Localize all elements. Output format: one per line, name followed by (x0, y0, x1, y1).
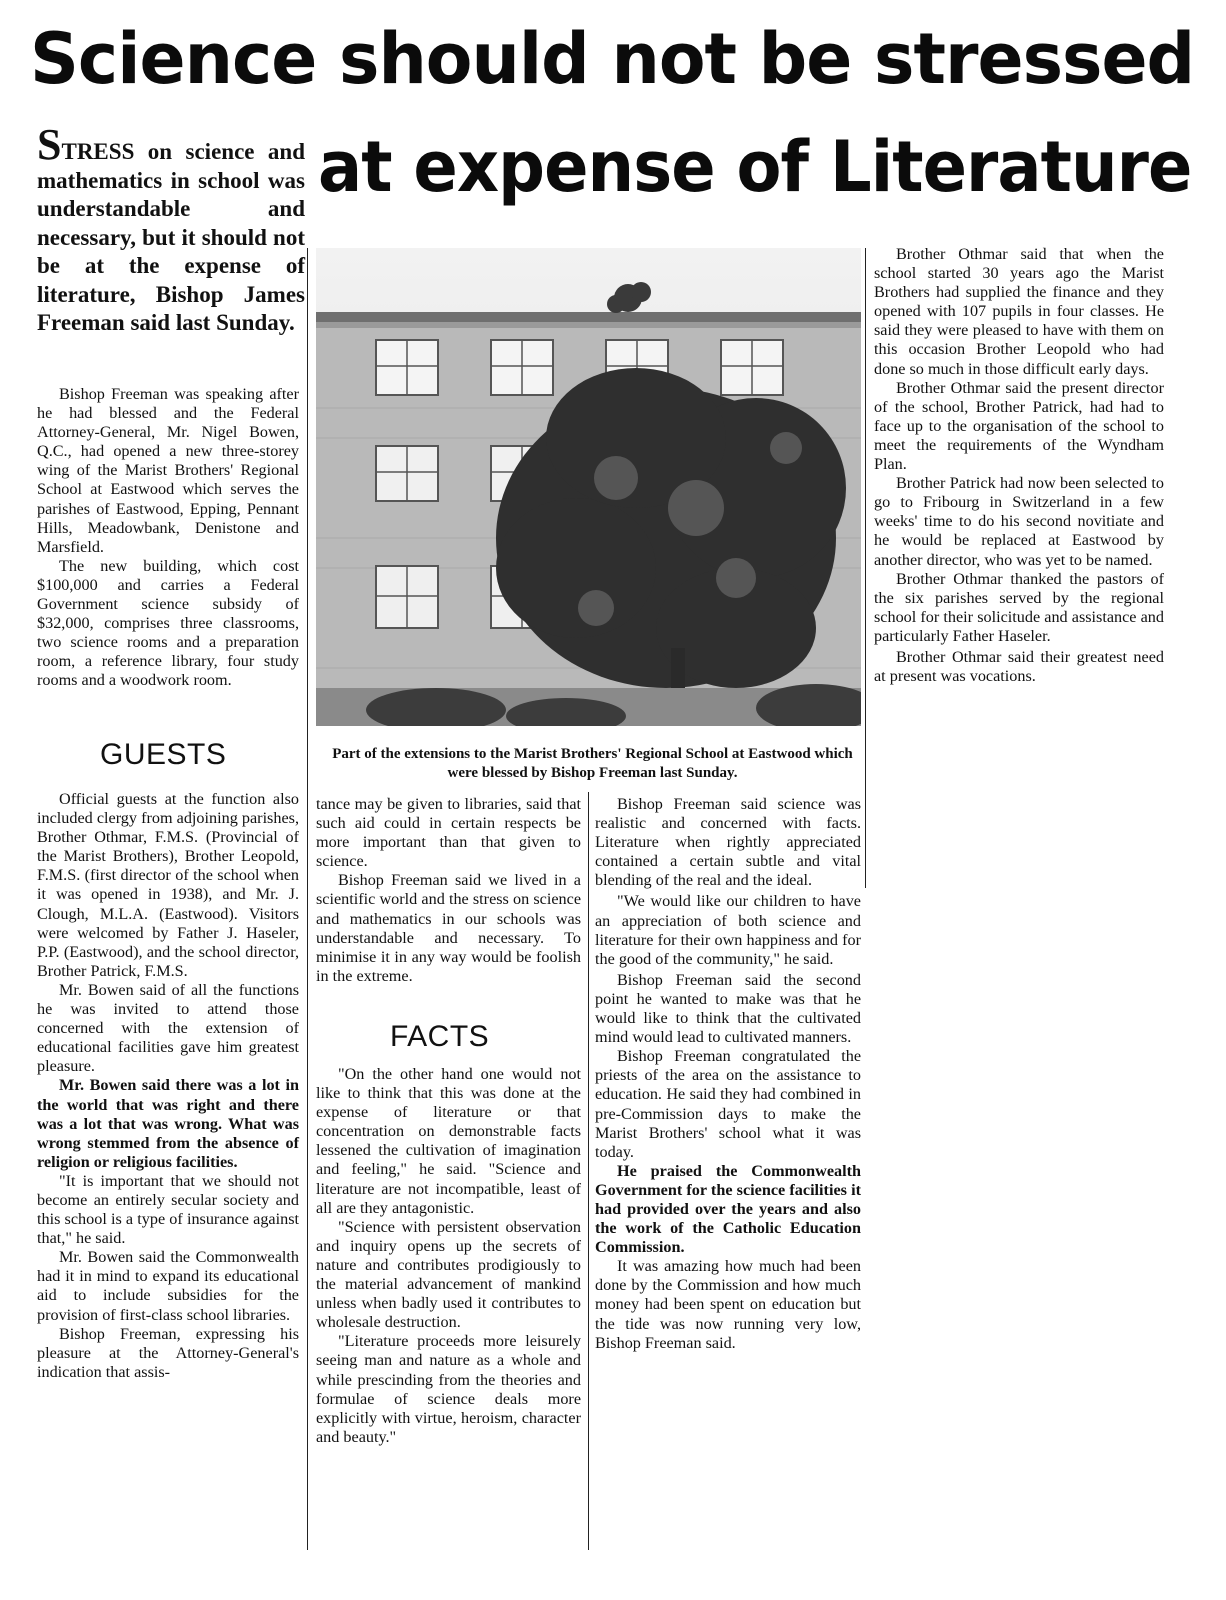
article-paragraph: The new building, which cost $100,000 and carries a Federal Government science subsidy of $32,000, comprises three classrooms, two science rooms and a preparation room, a reference library, four study rooms and a woodwork room. (37, 556, 299, 690)
column-1-bottom (37, 790, 299, 1382)
article-paragraph: Brother Othmar said the present director of the school, Brother Patrick, had had to face up to the organisation of the school to meet the requirements of the Wyndham Plan. (874, 378, 1164, 474)
article-paragraph: "We would like our children to have an appreciation of both science and literature for their own happiness and for the good of the community," he said. (595, 892, 861, 968)
column-rule (588, 792, 589, 1550)
headline-line-1: Science should not be stressed (30, 18, 1195, 100)
article-paragraph: Bishop Freeman, expressing his pleasure at the Attorney-General's indication that assis- (37, 1324, 299, 1381)
column-3 (595, 795, 861, 1353)
article-paragraph-bold: He praised the Commonwealth Government for the science facilities it had provided over the years and also the work of the Catholic Education Commission. (595, 1161, 861, 1257)
article-paragraph: Official guests at the function also included clergy from adjoining parishes, Brother Othmar, F.M.S. (Provincial of the Marist Brothers), Brother Leopold, F.M.S. (first director of the school when it was opened in 1938), and Mr. J. Clough, M.L.A. (Eastwood). Visitors were welcomed by Father J. Haseler, P.P. (Eastwood), and the school director, Brother Patrick, F.M.S. (37, 790, 299, 980)
article-paragraph: "On the other hand one would not like to think that this was done at the expense of literature or that concentration on demonstrable facts lessened the cultivation of imagination and feeling," he said. "Science and literature are not incompatible, least of all are they antagonistic. (316, 1065, 581, 1217)
article-paragraph: Bishop Freeman said science was realistic and concerned with facts. Literature when rightly appreciated contained a certain subtle and vital blending of the real and the ideal. (595, 795, 861, 890)
drop-cap: S (37, 120, 62, 169)
column-rule (307, 248, 308, 1550)
column-4 (874, 245, 1164, 686)
article-paragraph: It was amazing how much had been done by the Commission and how much money had been spent on education but the tide was now running very low, Bishop Freeman said. (595, 1257, 861, 1352)
article-paragraph: Brother Othmar said their greatest need at present was vocations. (874, 647, 1164, 686)
article-paragraph: Bishop Freeman said the second point he wanted to make was that he would like to think that the cultivated mind would lead to cultivated manners. (595, 970, 861, 1047)
article-paragraph: Bishop Freeman congratulated the priests of the area on the assistance to education. He said they had combined in pre-Commission days to make the Marist Brothers' school what it was today. (595, 1047, 861, 1161)
article-paragraph: Bishop Freeman was speaking after he had blessed and the Federal Attorney-General, Mr. Nigel Bowen, Q.C., had opened a new three-storey wing of the Marist Brothers' Regional School at Eastwood which serves the parishes of Eastwood, Epping, Pennant Hills, Meadowbank, Denistone and Marsfield. (37, 385, 299, 556)
lead-paragraph (37, 120, 305, 338)
column-1-top (37, 385, 299, 691)
photo-caption: Part of the extensions to the Marist Brothers' Regional School at Eastwood which were blessed by Bishop Freeman last Sunday. (332, 746, 853, 781)
article-paragraph: Mr. Bowen said the Commonwealth had it in mind to expand its educational aid to include subsidies for the provision of first-class school libraries. (37, 1248, 299, 1324)
lead-text: TRESS on science and mathematics in school was understandable and necessary, but it should not be at the expense of literature, Bishop James Freeman said last Sunday. (37, 139, 305, 335)
column-2-bottom (316, 1065, 581, 1447)
article-paragraph-bold: Mr. Bowen said there was a lot in the world that was right and there was a lot that was wrong. What was wrong stemmed from the absence of religion or religious facilities. (37, 1076, 299, 1171)
headline-line-2: at expense of Literature (318, 126, 1192, 208)
article-paragraph: "It is important that we should not become an entirely secular society and this school is a type of insurance against that," he said. (37, 1171, 299, 1248)
article-paragraph: Bishop Freeman said we lived in a scientific world and the stress on science and mathematics in our schools was understandable and necessary. To minimise it in any way would be foolish in the extreme. (316, 871, 581, 985)
article-paragraph: Brother Othmar thanked the pastors of the six parishes served by the regional school for their solicitude and assistance and particularly Father Haseler. (874, 569, 1164, 645)
column-2-top (316, 795, 581, 986)
school-building-illustration (316, 248, 861, 726)
article-paragraph: "Science with persistent observation and inquiry opens up the secrets of nature and contributes prodigiously to the material advancement of mankind unless when badly used it contributes to wholesale destruction. (316, 1217, 581, 1332)
subhead-guests: GUESTS (100, 738, 227, 771)
article-paragraph: Mr. Bowen said of all the functions he was invited to attend those concerned with the extension of educational facilities gave him greatest pleasure. (37, 980, 299, 1076)
column-rule (865, 248, 866, 888)
subhead-facts: FACTS (390, 1020, 490, 1053)
school-building-photo (316, 248, 861, 726)
article-paragraph: Brother Othmar said that when the school started 30 years ago the Marist Brothers had supplied the finance and they opened with 107 pupils in four classes. He said they were pleased to have with them on this occasion Brother Leopold who had done so much in those difficult early days. (874, 245, 1164, 378)
article-paragraph: tance may be given to libraries, said that such aid could in certain respects be more important than that given to science. (316, 795, 581, 871)
article-paragraph: Brother Patrick had now been selected to go to Fribourg in Switzerland in a few weeks' time to do his second novitiate and he would be replaced at Eastwood by another director, who was yet to be named. (874, 474, 1164, 569)
article-paragraph: "Literature proceeds more leisurely seeing man and nature as a whole and while prescinding from the theories and formulae of science deals more explicitly with virtue, heroism, character and beauty." (316, 1332, 581, 1446)
